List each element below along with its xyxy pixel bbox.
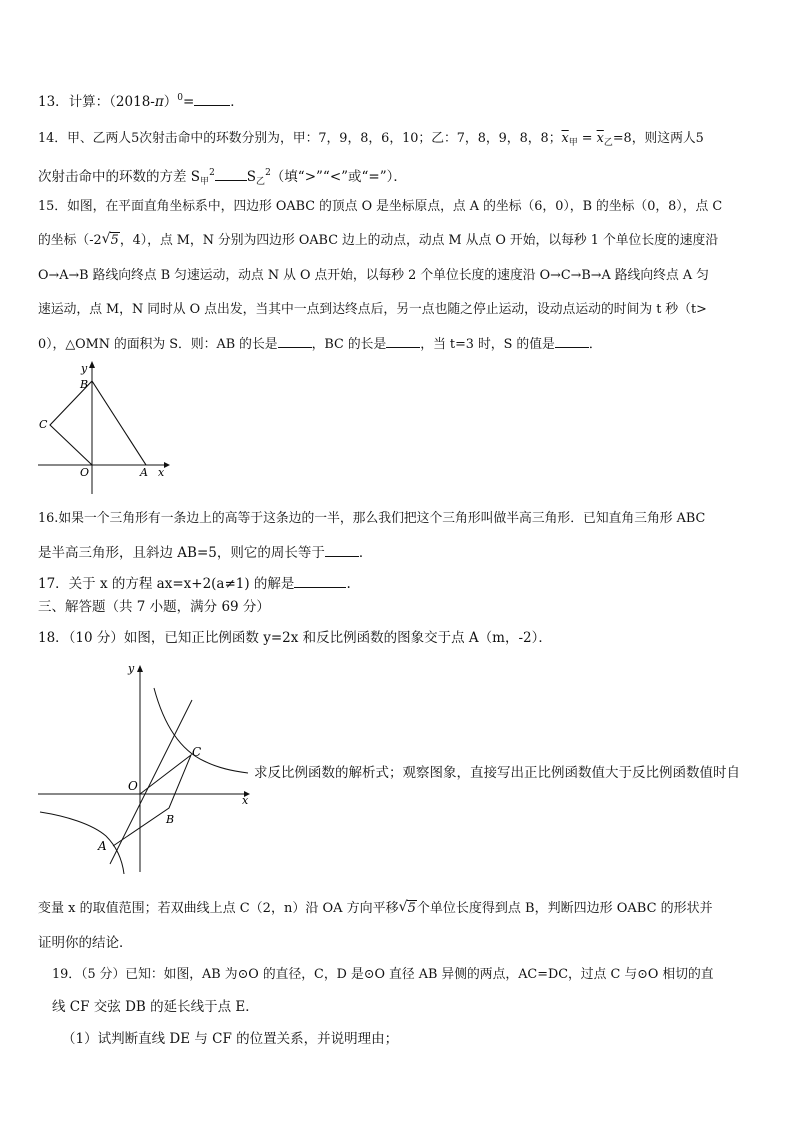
q14-text-1: 14．甲、乙两人5次射击命中的环数分别为，甲：7，9，8，6，10；乙：7，8，9，8，8； (38, 131, 562, 146)
q15-sqrt-value: 5 (110, 233, 119, 248)
q16-line-2 (38, 542, 372, 562)
q16-text-2a: 是半高三角形，且斜边 AB=5，则它的周长等于 (38, 545, 325, 561)
q15-sqrt: √ 5 (101, 231, 119, 248)
q13-pi: π (154, 94, 164, 110)
q19-line-2 (52, 998, 259, 1016)
q17-answer-blank[interactable] (294, 573, 346, 588)
q15-label-x: x (158, 466, 165, 479)
q13-end: ． (230, 94, 244, 110)
q14-sub-jia: 甲 (568, 138, 578, 148)
q18-label-y: y (128, 662, 135, 675)
q18-line-1 (38, 629, 552, 647)
q19-text-2: 线 CF 交弦 DB 的延长线于点 E． (52, 999, 259, 1015)
q18-label-a: A (98, 839, 107, 853)
q14-var-sq-yi: 2 (265, 168, 271, 178)
section-3-heading (38, 598, 270, 616)
q15-text-2a: 的坐标（-2 (38, 233, 102, 248)
q14-line-2 (38, 164, 407, 191)
q14-eq: = (577, 131, 597, 146)
q15-label-o: O (80, 466, 90, 479)
q18-label-x: x (242, 794, 249, 807)
q14-text-1b: =8，则这两人5 (612, 131, 704, 146)
q14-answer-blank[interactable] (215, 166, 247, 181)
q14-text-2c: （填“>”“<”或“=”）． (270, 169, 407, 185)
q15-text-2b: ，4），点 M，N 分别为四边形 OABC 边上的动点，动点 M 从点 O 开始，以每秒 1 个单位长度的速度沿 (119, 233, 719, 248)
q14-mean-yi: $\overline{x}$ (596, 131, 604, 146)
q15-y-arrow (89, 361, 95, 368)
q14-text-2b: S (246, 169, 257, 185)
q15-line-2 (38, 232, 718, 250)
q16-text-2b: ． (358, 545, 373, 561)
q14-var-sub-jia: 甲 (200, 177, 210, 187)
q18-hyperbola-q3 (40, 812, 124, 874)
q13-exponent: 0 (177, 93, 183, 103)
q16-answer-blank[interactable] (325, 542, 359, 557)
q15-label-y: y (81, 362, 88, 375)
q19-line-3 (62, 1030, 398, 1048)
q15-line-4 (38, 301, 707, 319)
q17-text: 17．关于 x 的方程 ax=x+2(a≠1) 的解是 (38, 576, 295, 592)
q18-line-3 (38, 934, 133, 952)
q18-text-side: 求反比例函数的解析式；观察图象，直接写出正比例函数值大于反比例函数值时自 (254, 765, 740, 781)
q16-line-1 (38, 510, 705, 528)
q13-paren: ） (163, 94, 178, 110)
q14-sub-yi: 乙 (603, 138, 613, 148)
q15-label-b: B (80, 378, 89, 391)
q15-figure (36, 358, 176, 498)
q18-label-b: B (166, 813, 175, 826)
q18-parallelogram (113, 755, 191, 846)
q15-blank-bc[interactable] (386, 333, 420, 348)
q15-line-5 (38, 333, 602, 354)
q14-text-2a: 次射击命中的环数的方差 S (38, 169, 201, 185)
q18-side-text (254, 764, 740, 782)
section-3-text: 三、解答题（共 7 小题，满分 69 分） (38, 599, 270, 615)
q18-label-o: O (128, 779, 138, 793)
q15-quadrilateral (50, 381, 146, 465)
q15-text-4: 速运动，点 M，N 同时从 O 点出发，当其中一点到达终点后，另一点也随之停止运动，设动点运动的时间为 t 秒（t> (38, 302, 707, 317)
q15-text-1: 15．如图，在平面直角坐标系中，四边形 OABC 的顶点 O 是坐标原点，点 A 的坐标（6，0），B 的坐标（0，8），点 C (38, 199, 723, 214)
q18-sqrt: √ 5 (398, 899, 416, 916)
q18-text-3: 证明你的结论． (38, 935, 133, 951)
q13-number: 13． (38, 94, 69, 110)
q19-text-1: 19．（5 分）已知：如图，AB 为⊙O 的直径，C，D 是⊙O 直径 AB 异侧的两点，AC=DC，过点 C 与⊙O 相切的直 (52, 967, 714, 982)
q15-text-5b: ，BC 的长是 (311, 337, 387, 352)
q13-text: 计算：（2018- (68, 94, 155, 110)
q13-answer-blank[interactable] (194, 91, 230, 106)
q18-label-c: C (192, 745, 202, 759)
q18-text-2a: 变量 x 的取值范围；若双曲线上点 C（2，n）沿 OA 方向平移 (38, 901, 399, 916)
q15-line-3 (38, 267, 709, 285)
q19-line-1 (52, 966, 714, 984)
q17-line (38, 573, 351, 593)
q14-var-sq-jia: 2 (209, 168, 215, 178)
q13-eq: = (182, 94, 195, 110)
q15-text-5c: ，当 t=3 时，S 的值是 (420, 337, 555, 352)
q15-blank-ab[interactable] (278, 333, 312, 348)
q18-hyperbola-q1 (154, 688, 248, 773)
q14-mean-jia: $\overline{x}$ (561, 131, 569, 146)
q16-text-1: 16.如果一个三角形有一条边上的高等于这条边的一半，那么我们把这个三角形叫做半高三角形．已知直角三角形 ABC (38, 511, 706, 526)
q15-label-a: A (140, 466, 148, 479)
q18-sqrt-value: 5 (407, 901, 416, 916)
q18-text-1: 18．（10 分）如图，已知正比例函数 y=2x 和反比例函数的图象交于点 A（m，-2）． (38, 630, 552, 646)
q18-figure (36, 658, 252, 880)
q14-line-1 (38, 130, 704, 152)
q17-end: . (346, 576, 351, 592)
q18-line-2 (38, 900, 713, 918)
q15-x-arrow (164, 462, 170, 468)
q18-text-2b: 个单位长度得到点 B，判断四边形 OABC 的形状并 (416, 901, 713, 916)
q15-text-5a: 0），△OMN 的面积为 S．则：AB 的长是 (38, 337, 278, 352)
q15-text-3: O→A→B 路线向终点 B 匀速运动，动点 N 从 O 点开始，以每秒 2 个单位长度的速度沿 O→C→B→A 路线向终点 A 匀 (38, 268, 709, 283)
q15-line-1 (38, 198, 722, 216)
q13-line (38, 89, 244, 111)
q18-y-arrow (137, 665, 143, 672)
q15-text-5d: ． (588, 337, 602, 352)
q19-text-3: （1）试判断直线 DE 与 CF 的位置关系，并说明理由； (62, 1031, 399, 1047)
q14-var-sub-yi: 乙 (256, 177, 266, 187)
q15-blank-s[interactable] (555, 333, 589, 348)
q15-label-c: C (39, 418, 48, 431)
